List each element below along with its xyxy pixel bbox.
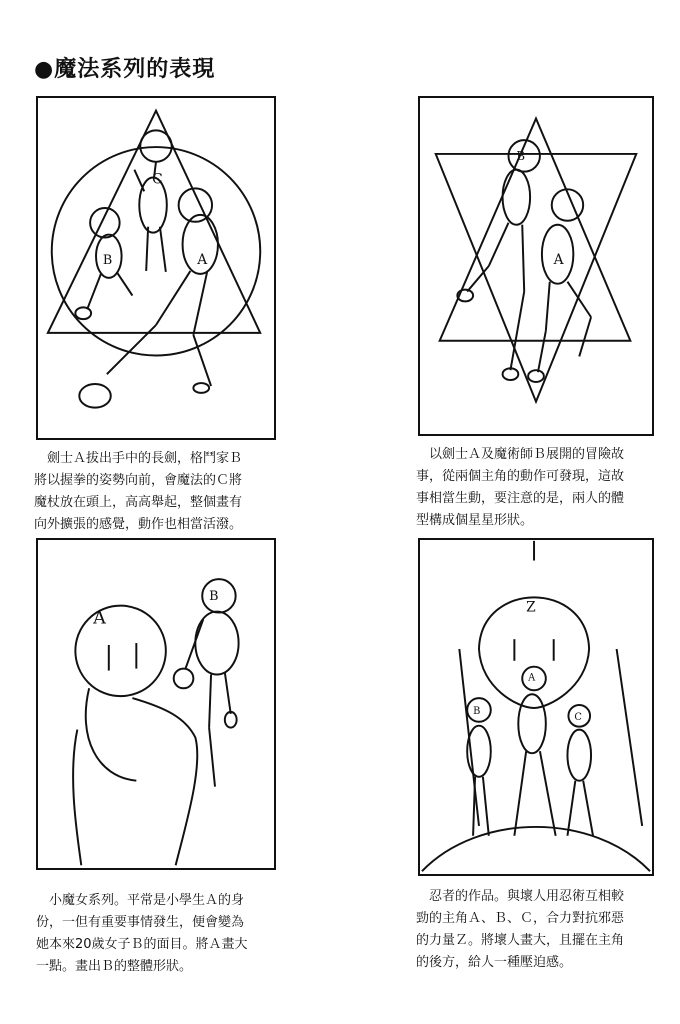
section-title: ●魔法系列的表現: [34, 57, 216, 82]
figure-letter-z: Z: [526, 599, 536, 616]
illustration-panel-1: [36, 96, 276, 440]
panel-caption-1: 劍士Ａ拔出手中的長劍，格鬥家Ｂ 將以握拳的姿勢向前，會魔法的Ｃ將 魔杖放在頭上，高高舉起，整個畫有 向外擴張的感覺，動作也相當活潑。: [34, 451, 243, 532]
figure-letter-a: A: [528, 672, 536, 684]
figure-letter-c: C: [152, 171, 163, 188]
illustration-panel-3: [36, 538, 276, 870]
figure-letter-b: B: [209, 588, 219, 604]
figure-letter-a: A: [197, 252, 208, 269]
figure-letter-a: A: [93, 608, 106, 629]
figure-letter-a: A: [553, 252, 564, 269]
figure-letter-b: B: [516, 148, 526, 163]
manga-figure-sketch-3: [38, 540, 274, 868]
figure-letter-b: B: [102, 253, 113, 269]
panel-caption-3: 小魔女系列。平常是小學生Ａ的身 份，一但有重要事情發生，便會變為 她本來20歲女子Ｂ的面目。將Ａ畫大 一點。畫出Ｂ的整體形狀。: [36, 893, 248, 974]
panel-caption-4: 忍者的作品。與壞人用忍術互相較 勁的主角Ａ、Ｂ、Ｃ，合力對抗邪惡 的力量Ｚ。將壞人畫大，且擺在主角 的後方，給人一種壓迫感。: [416, 889, 625, 970]
illustration-panel-2: [418, 96, 654, 436]
illustration-panel-4: [418, 538, 654, 876]
manga-figure-sketch-4: [420, 540, 652, 874]
manga-figure-sketch-2: [420, 98, 652, 434]
figure-letter-b: B: [473, 705, 481, 717]
manga-figure-sketch-1: [38, 98, 274, 438]
figure-letter-c: C: [574, 711, 582, 723]
panel-caption-2: 以劍士Ａ及魔術師Ｂ展開的冒險故 事，從兩個主角的動作可發現，這故 事相當生動，要注意的是，兩人的體 型構成個星星形狀。: [416, 447, 625, 528]
